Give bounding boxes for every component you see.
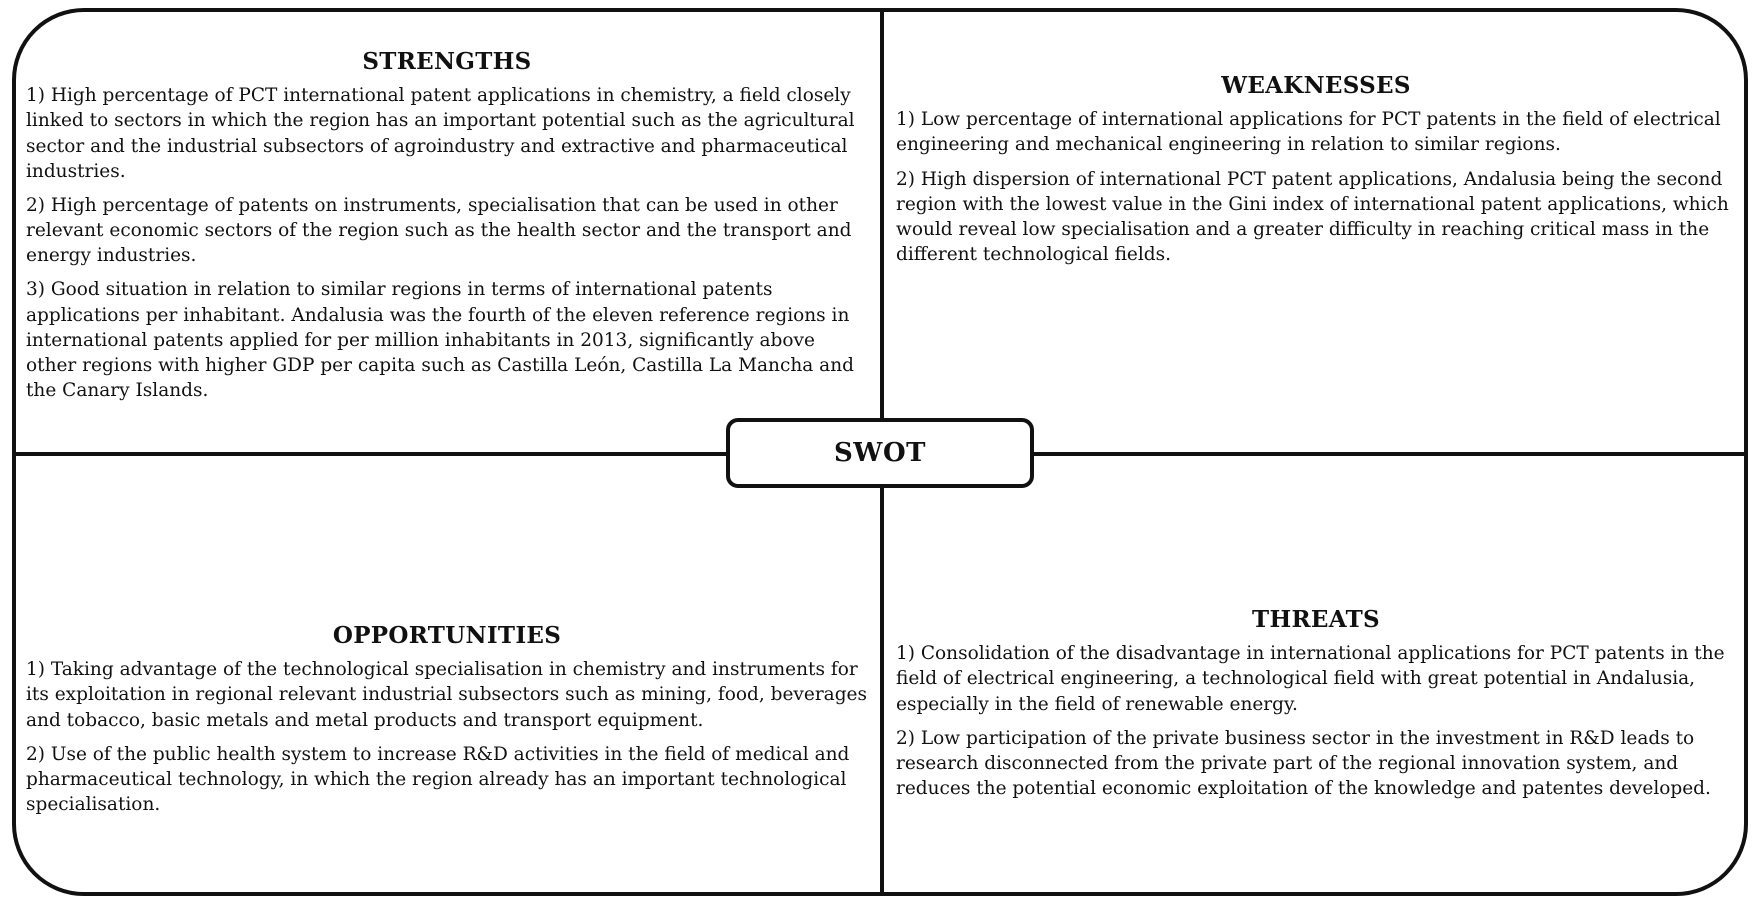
- weaknesses-item-2: 2) High dispersion of international PCT patent applications, Andalusia being the second region with the lowest value in the Gini index of international patent applications, which would reveal low specialisation and a greater difficulty in reaching critical mass in the different technological fields.: [896, 168, 1729, 266]
- weaknesses-item-1: 1) Low percentage of international applications for PCT patents in the field of electrical engineering and mechanical engineering in relation to similar regions.: [896, 109, 1721, 156]
- strengths-item-2: 2) High percentage of patents on instruments, specialisation that can be used in other relevant economic sectors of the region such as the health sector and the transport and energy industries.: [26, 194, 852, 267]
- swot-center-label: SWOT: [726, 418, 1034, 488]
- opportunities-quadrant: [26, 620, 868, 826]
- threats-item-2: 2) Low participation of the private business sector in the investment in R&D leads to research disconnected from the private part of the regional innovation system, and reduces the potential economic exploitation of the knowledge and patentes developed.: [896, 727, 1711, 800]
- weaknesses-title: WEAKNESSES: [1221, 72, 1411, 99]
- threats-title: THREATS: [1252, 606, 1380, 633]
- weaknesses-quadrant: [896, 70, 1736, 276]
- strengths-item-3: 3) Good situation in relation to similar regions in terms of international patents applications per inhabitant. Andalusia was the fourth of the eleven reference regions in international patents applied for per million inhabitants in 2013, significantly above other regions with higher GDP per capita such as Castilla León, Castilla La Mancha and the Canary Islands.: [26, 279, 854, 401]
- opportunities-title: OPPORTUNITIES: [332, 622, 562, 649]
- strengths-item-1: 1) High percentage of PCT international patent applications in chemistry, a field closely linked to sectors in which the region has an important potential such as the agricultural sector and the industrial subsectors of agroindustry and extractive and pharmaceutical industries.: [26, 85, 855, 182]
- strengths-quadrant: [26, 46, 868, 412]
- opportunities-item-1: 1) Taking advantage of the technological specialisation in chemistry and instruments for its exploitation in regional relevant industrial subsectors such as mining, food, beverages and tobacco, basic metals and metal products and transport equipment.: [26, 659, 867, 731]
- threats-item-1: 1) Consolidation of the disadvantage in international applications for PCT patents in the field of electrical engineering, a technological field with great potential in Andalusia, especially in the field of renewable energy.: [896, 643, 1725, 715]
- strengths-title: STRENGTHS: [362, 48, 532, 75]
- opportunities-item-2: 2) Use of the public health system to increase R&D activities in the field of medical and pharmaceutical technology, in which the region already has an important technological specialisation.: [26, 743, 850, 816]
- threats-quadrant: [896, 604, 1736, 810]
